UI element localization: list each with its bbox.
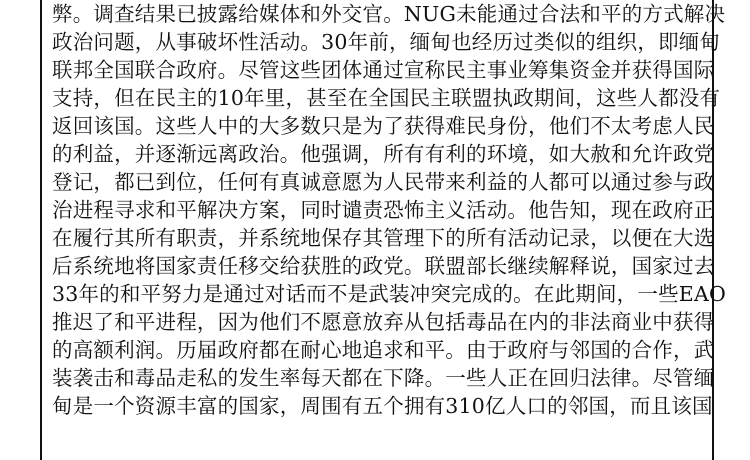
text-line: 返回该国。这些人中的大多数只是为了获得难民身份，他们不太考虑人民 [52,114,715,138]
text-line: 登记，都已到位，任何有真诚意愿为人民带来利益的人都可以通过参与政 [52,170,715,194]
text-line: 治进程寻求和平解决方案，同时谴责恐怖主义活动。他告知，现在政府正 [52,198,715,222]
text-line: 在履行其所有职责，并系统地保存其管理下的所有活动记录，以便在大选 [52,226,715,250]
text-line: 联邦全国联合政府。尽管这些团体通过宣称民主事业筹集资金并获得国际 [52,58,715,82]
text-line: 政治问题，从事破坏性活动。30年前，缅甸也经历过类似的组织，即缅甸 [52,30,721,54]
text-line: 甸是一个资源丰富的国家，周围有五个拥有310亿人口的邻国，而且该国 [52,394,713,418]
text-line: 的利益，并逐渐远离政治。他强调，所有有利的环境，如大赦和允许政党 [52,142,715,166]
text-line: 33年的和平努力是通过对话而不是武装冲突完成的。在此期间，一些EAO [52,282,726,306]
text-line: 后系统地将国家责任移交给获胜的政党。联盟部长继续解释说，国家过去 [52,254,715,278]
text-line: 支持，但在民主的10年里，甚至在全国民主联盟执政期间，这些人都没有 [52,86,721,110]
text-line: 的高额利润。历届政府都在耐心地追求和平。由于政府与邻国的合作，武 [52,338,715,362]
text-line: 推迟了和平进程，因为他们不愿意放弃从包括毒品在内的非法商业中获得 [52,310,715,334]
text-line: 装袭击和毒品走私的发生率每天都在下降。一些人正在回归法律。尽管缅 [52,366,715,390]
body-text-block [52,0,726,420]
text-line: 弊。调查结果已披露给媒体和外交官。NUG未能通过合法和平的方式解决 [52,2,726,26]
